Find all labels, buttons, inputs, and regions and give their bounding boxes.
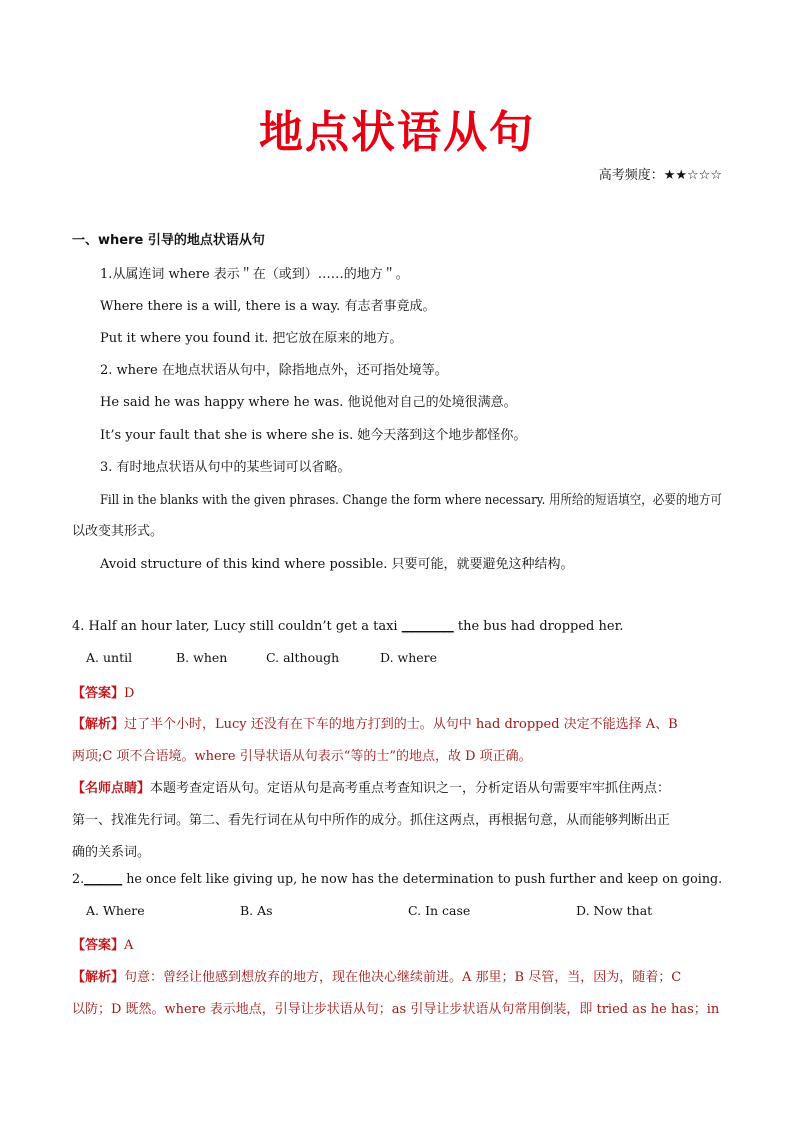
rule-3: 3. 有时地点状语从句中的某些词可以省略。	[100, 460, 351, 475]
q2-option-d: D. Now that	[576, 903, 653, 918]
q4-analysis-line2: 两项;C 项不合语境。where 引导状语从句表示“等的士”的地点，故 D 项正确。	[72, 749, 532, 764]
q4-tips-line3: 确的关系词。	[72, 845, 151, 860]
example-3: He said he was happy where he was. 他说他对自己的处境很满意。	[100, 395, 517, 410]
q2-options	[0, 903, 794, 921]
q2-option-b: B. As	[240, 903, 273, 918]
rule-1: 1.从属连词 where 表示＂在（或到）……的地方＂。	[100, 267, 409, 282]
rule-2: 2. where 在地点状语从句中，除指地点外，还可指处境等。	[100, 363, 448, 378]
q4-option-b: B. when	[176, 650, 228, 665]
frequency-label: 高考频度：	[598, 168, 664, 183]
example-5: Fill in the blanks with the given phrases. Change the form where necessary. 用所给的短语填空，必要的地方可	[100, 493, 722, 508]
q4-stem-before: 4. Half an hour later, Lucy still couldn’t get a taxi	[72, 619, 402, 634]
example-5-cont: 以改变其形式。	[72, 524, 164, 539]
q4-tips-line2: 第一、找准先行词。第二、看先行词在从句中所作的成分。抓住这两点，再根据句意，从而能够判断出正	[72, 813, 671, 828]
q4-option-d: D. where	[380, 650, 438, 665]
q4-tips-line1: 本题考查定语从句。定语从句是高考重点考查知识之一，分析定语从句需要牢牢抓住两点：	[150, 781, 671, 796]
q4-answer	[72, 682, 134, 701]
q2-option-a: A. Where	[86, 903, 145, 918]
section-heading: 一、where 引导的地点状语从句	[72, 233, 265, 248]
example-1: Where there is a will, there is a way. 有志者事竟成。	[100, 299, 436, 314]
q2-blank: ______	[84, 872, 123, 887]
q4-tips-tag: 【名师点睛】	[72, 781, 151, 796]
q2-answer	[72, 934, 133, 953]
q2-analysis-tag: 【解析】	[72, 970, 125, 985]
frequency-stars: ★★☆☆☆	[663, 168, 722, 183]
question-2-stem	[72, 872, 722, 887]
q4-answer-tag: 【答案】	[72, 686, 125, 701]
q4-analysis	[72, 713, 678, 732]
q4-answer-value: D	[124, 686, 135, 701]
q2-analysis-line1: 句意：曾经让他感到想放弃的地方，现在他决心继续前进。A 那里；B 尽管，当，因为，随着；C	[124, 970, 682, 985]
q2-option-c: C. In case	[408, 903, 471, 918]
q2-analysis	[72, 966, 681, 985]
q2-stem-before: 2.	[72, 872, 85, 887]
q4-option-c: C. although	[266, 650, 340, 665]
q4-options	[0, 650, 794, 668]
q2-analysis-line2: 以防；D 既然。where 表示地点，引导让步状语从句；as 引导让步状语从句常用倒装，即 tried as he has；in	[72, 1002, 720, 1017]
question-4-stem	[72, 619, 624, 634]
q2-answer-tag: 【答案】	[72, 938, 125, 953]
q2-answer-value: A	[124, 938, 134, 953]
q4-analysis-tag: 【解析】	[72, 717, 125, 732]
q4-tips	[72, 777, 670, 796]
example-6: Avoid structure of this kind where possible. 只要可能，就要避免这种结构。	[100, 557, 574, 572]
q4-analysis-line1: 过了半个小时，Lucy 还没有在下车的地方打到的士。从句中 had dropped 决定不能选择 A、B	[124, 717, 678, 732]
exam-frequency	[599, 164, 722, 183]
q2-stem-after: he once felt like giving up, he now has the determination to push further and keep on going.	[122, 872, 723, 887]
example-2: Put it where you found it. 把它放在原来的地方。	[100, 331, 403, 346]
q4-stem-after: the bus had dropped her.	[453, 619, 624, 634]
q4-blank: ________	[401, 619, 454, 634]
example-4: It’s your fault that she is where she is. 她今天落到这个地步都怪你。	[100, 428, 527, 443]
page-title: 地点状语从句	[259, 107, 535, 158]
q4-option-a: A. until	[86, 650, 133, 665]
